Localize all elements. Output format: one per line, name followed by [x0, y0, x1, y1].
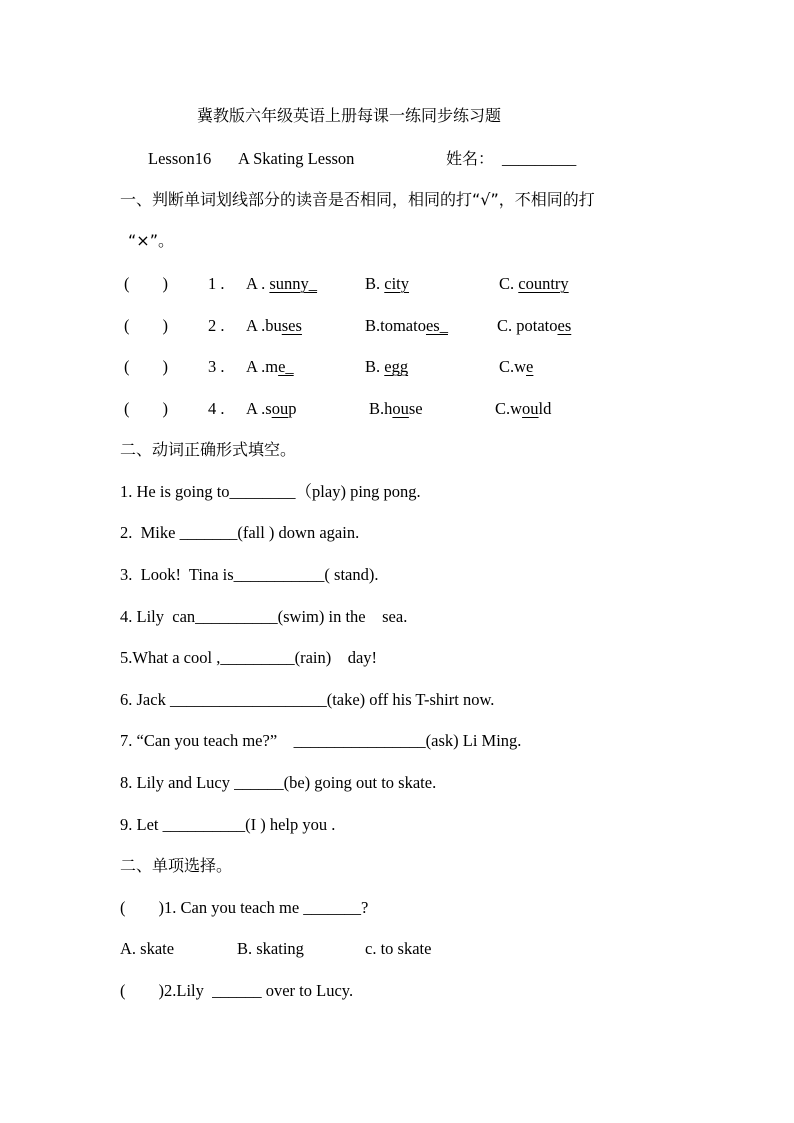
fill-item[interactable]: 5.What a cool ,_________(rain) day!	[120, 648, 378, 667]
fill-item[interactable]: 1. He is going to________（play) ping pong.	[120, 482, 421, 501]
option-a: A .me_	[246, 357, 294, 376]
item-number: 4 .	[208, 399, 225, 418]
choice-option-b[interactable]: B. skating	[237, 939, 304, 958]
choice-option-a[interactable]: A. skate	[120, 939, 175, 958]
name-blank[interactable]: _________	[502, 149, 577, 168]
choice-question-2[interactable]: ( )2.Lily ______ over to Lucy.	[120, 981, 354, 1000]
section1-heading: 一、判断单词划线部分的读音是否相同，相同的打“√”，不相同的打	[120, 190, 595, 209]
item-number: 1 .	[208, 274, 225, 293]
option-c: C. country	[499, 274, 569, 293]
item-number: 2 .	[208, 316, 225, 335]
answer-paren[interactable]: ( )	[124, 357, 168, 376]
worksheet-title: 冀教版六年级英语上册每课一练同步练习题	[197, 106, 502, 125]
answer-paren[interactable]: ( )	[124, 316, 168, 335]
answer-paren[interactable]: ( )	[124, 399, 168, 418]
lesson-number: Lesson16	[148, 149, 212, 168]
option-a: A . sunny_	[246, 274, 318, 293]
name-label: 姓名：	[446, 149, 495, 168]
fill-item[interactable]: 9. Let __________(I ) help you .	[120, 815, 336, 834]
answer-paren[interactable]: ( )	[124, 274, 168, 293]
option-b: B.tomatoes_	[365, 316, 448, 335]
item-number: 3 .	[208, 357, 225, 376]
fill-item[interactable]: 4. Lily can__________(swim) in the sea.	[120, 607, 408, 626]
section2-heading: 二、动词正确形式填空。	[120, 440, 297, 459]
option-a: A .soup	[246, 399, 297, 418]
fill-item[interactable]: 3. Look! Tina is___________( stand).	[120, 565, 379, 584]
fill-item[interactable]: 2. Mike _______(fall ) down again.	[120, 523, 360, 542]
option-b: B. city	[365, 274, 410, 293]
fill-item[interactable]: 8. Lily and Lucy ______(be) going out to skate.	[120, 773, 437, 792]
option-b: B. egg	[365, 357, 409, 376]
option-c: C.we	[499, 357, 534, 376]
fill-item[interactable]: 6. Jack ___________________(take) off his T-shirt now.	[120, 690, 495, 709]
option-a: A .buses	[246, 316, 302, 335]
option-c: C. potatoes	[497, 316, 572, 335]
lesson-name: A Skating Lesson	[238, 149, 355, 168]
section1-heading-cont: “×”。	[128, 231, 174, 250]
choice-option-c[interactable]: c. to skate	[365, 939, 432, 958]
choice-question-1[interactable]: ( )1. Can you teach me _______?	[120, 898, 369, 917]
option-b: B.house	[369, 399, 423, 418]
fill-item[interactable]: 7. “Can you teach me?” ________________(ask) Li Ming.	[120, 731, 522, 750]
section3-heading: 二、单项选择。	[120, 856, 233, 875]
option-c: C.would	[495, 399, 552, 418]
